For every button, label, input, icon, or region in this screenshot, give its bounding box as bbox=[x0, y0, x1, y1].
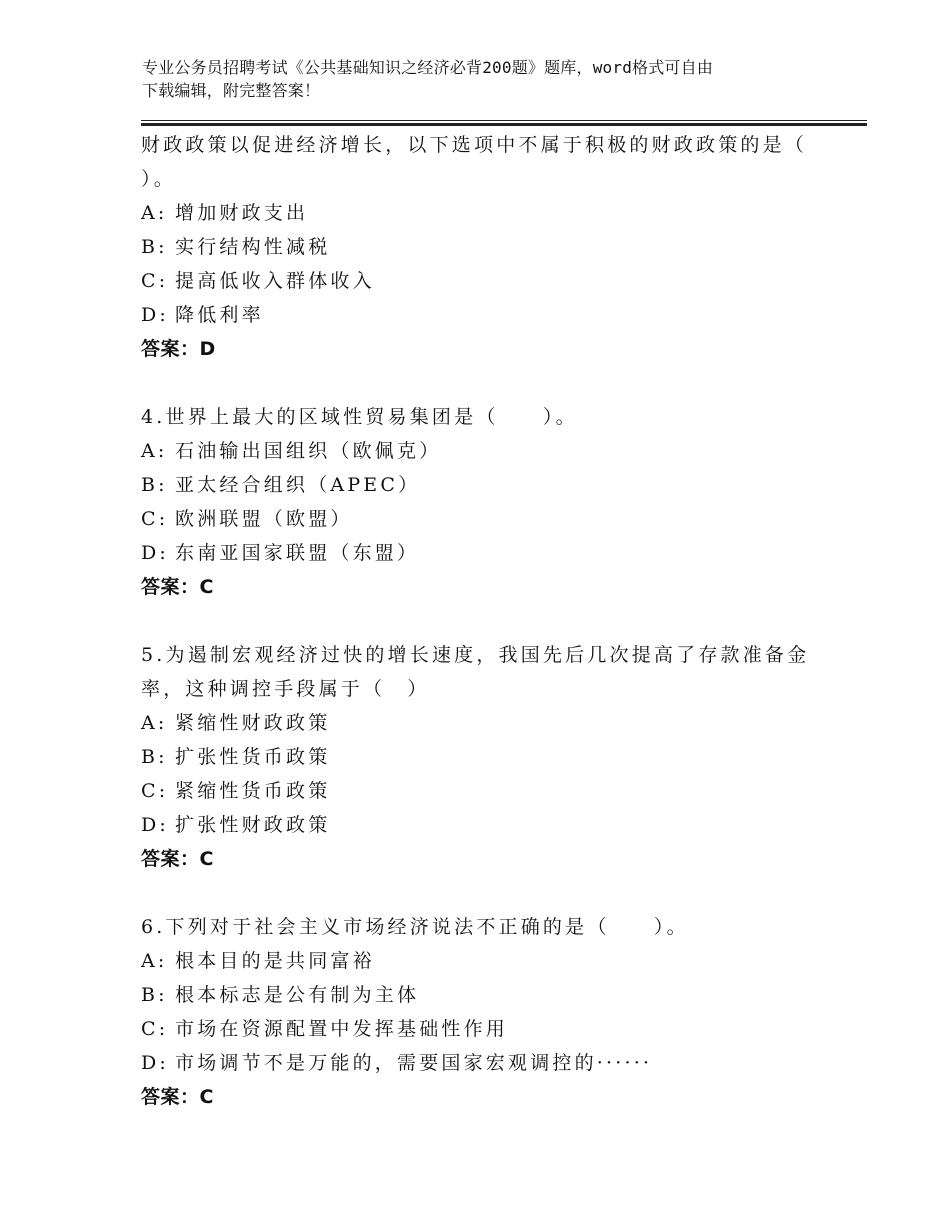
option-b bbox=[141, 740, 841, 774]
option-letter: D: bbox=[141, 542, 170, 564]
option-text: 扩张性财政政策 bbox=[175, 814, 331, 836]
option-letter: A: bbox=[141, 202, 168, 224]
option-c bbox=[141, 1012, 841, 1046]
question-list bbox=[141, 128, 841, 1114]
option-d bbox=[141, 298, 841, 332]
question-stem-line-1: 财政政策以促进经济增长，以下选项中不属于积极的财政政策的是（ bbox=[141, 134, 808, 156]
option-text: 扩张性货币政策 bbox=[175, 746, 331, 768]
option-d bbox=[141, 536, 841, 570]
option-letter: D: bbox=[141, 814, 170, 836]
option-letter: A: bbox=[141, 440, 168, 462]
option-text: 紧缩性财政政策 bbox=[175, 712, 331, 734]
question-stem-line-1: 4.世界上最大的区域性贸易集团是（ ）。 bbox=[141, 406, 578, 428]
option-letter: C: bbox=[141, 270, 169, 292]
option-text: 欧洲联盟（欧盟） bbox=[175, 508, 353, 530]
option-b bbox=[141, 468, 841, 502]
question-block bbox=[141, 128, 841, 366]
option-text: 根本标志是公有制为主体 bbox=[175, 984, 420, 1006]
option-letter: D: bbox=[141, 304, 170, 326]
header-line-2: 下载编辑，附完整答案！ bbox=[142, 81, 321, 100]
option-letter: B: bbox=[141, 984, 168, 1006]
question-stem-line-2: ）。 bbox=[141, 168, 176, 190]
option-text: 石油输出国组织（欧佩克） bbox=[175, 440, 442, 462]
question-stem-line-1: 6.下列对于社会主义市场经济说法不正确的是（ ）。 bbox=[141, 916, 689, 938]
document-header bbox=[142, 56, 842, 102]
option-letter: D: bbox=[141, 1052, 170, 1074]
option-c bbox=[141, 264, 841, 298]
option-letter: C: bbox=[141, 508, 169, 530]
option-text: 增加财政支出 bbox=[175, 202, 309, 224]
option-letter: B: bbox=[141, 474, 168, 496]
answer-label: 答案：C bbox=[141, 1086, 214, 1108]
option-text: 降低利率 bbox=[175, 304, 264, 326]
question-stem-line-1: 5.为遏制宏观经济过快的增长速度，我国先后几次提高了存款准备金 bbox=[141, 644, 810, 666]
option-text: 紧缩性货币政策 bbox=[175, 780, 331, 802]
option-text: 根本目的是共同富裕 bbox=[175, 950, 375, 972]
question-block bbox=[141, 910, 841, 1114]
option-text: 市场在资源配置中发挥基础性作用 bbox=[175, 1018, 509, 1040]
option-c bbox=[141, 502, 841, 536]
option-b bbox=[141, 230, 841, 264]
header-line-1: 专业公务员招聘考试《公共基础知识之经济必背200题》题库，word格式可自由 bbox=[142, 58, 714, 77]
answer-label: 答案：C bbox=[141, 576, 214, 598]
option-a bbox=[141, 706, 841, 740]
question-stem-line-2: 率，这种调控手段属于（ ） bbox=[141, 678, 430, 700]
option-d bbox=[141, 1046, 841, 1080]
option-letter: A: bbox=[141, 950, 168, 972]
option-text: 亚太经合组织（APEC） bbox=[175, 474, 421, 496]
option-letter: A: bbox=[141, 712, 168, 734]
option-text: 东南亚国家联盟（东盟） bbox=[175, 542, 420, 564]
option-b bbox=[141, 978, 841, 1012]
question-block bbox=[141, 400, 841, 604]
option-letter: B: bbox=[141, 236, 168, 258]
option-text: 市场调节不是万能的，需要国家宏观调控的······ bbox=[175, 1052, 653, 1074]
option-a bbox=[141, 196, 841, 230]
option-a bbox=[141, 944, 841, 978]
header-divider bbox=[141, 120, 867, 126]
option-letter: C: bbox=[141, 780, 169, 802]
option-c bbox=[141, 774, 841, 808]
option-a bbox=[141, 434, 841, 468]
option-text: 实行结构性减税 bbox=[175, 236, 331, 258]
option-text: 提高低收入群体收入 bbox=[175, 270, 375, 292]
question-block bbox=[141, 638, 841, 876]
answer-label: 答案：D bbox=[141, 338, 216, 360]
option-letter: B: bbox=[141, 746, 168, 768]
option-letter: C: bbox=[141, 1018, 169, 1040]
answer-label: 答案：C bbox=[141, 848, 214, 870]
option-d bbox=[141, 808, 841, 842]
